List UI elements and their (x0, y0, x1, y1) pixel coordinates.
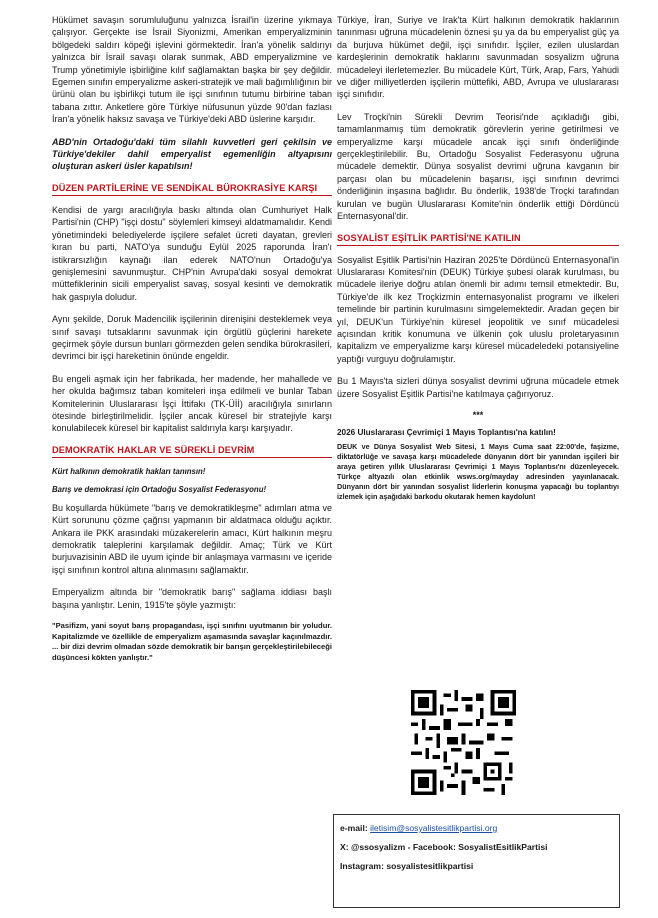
contact-box (333, 814, 620, 908)
paragraph: Türkiye, İran, Suriye ve Irak'ta Kürt halkının demokratik haklarının tanınması uğruna mücadelenin öznesi şu ya da bu emperyalist güç ya da burjuva hükümet değil, işçi sınıfıdır. İşçiler, ezilen uluslardan kardeşlerinin demokratik haklarını savunmadan sosyalizm uğruna mücadeleyi ilerletemezler. Bu mücadele Kürt, Türk, Arap, Fars, Yahudi ve diğer milliyetlerden işçilerin müttefiki, ABD, Avrupa ve uluslararası işçi sınıfıdır. (337, 15, 619, 100)
social-line: X: @ssosyalizm - Facebook: SosyalistEsitlikPartisi (340, 842, 548, 852)
email-link[interactable]: iletisim@sosyalistesitlikpartisi.org (370, 823, 498, 833)
lenin-quote: "Pasifizm, yani soyut barış propagandası, işçi sınıfını uyutmanın bir yoludur. Kapitalizmde ve özellikle de emperyalizm aşamasında savaşlar kaçınılmazdır. ... bir dizi devrim olmadan sözde demokratik bir barışın gerçekleştirilebileceği düşüncesi kökten yanlıştır." (52, 621, 332, 662)
slogan: Kürt halkının demokratik hakları tanınsın! (52, 466, 206, 476)
paragraph: Bu 1 Mayıs'ta sizleri dünya sosyalist devrimi uğruna mücadele etmek üzere Sosyalist Eşitlik Partisi'ne katılmaya çağırıyoruz. (337, 376, 619, 399)
email-line (340, 821, 613, 835)
paragraph: Bu koşullarda hükümete "barış ve demokratikleşme" adımları atma ve Kürt sorununu çözme çağrısı yapmanın bir aldatmaca olduğu açıktır. Ankara ile PKK arasındaki müzakerelerin amacı, Kürt halkının meşru demokratik taleplerini karşılamak değildir. Amaç; Türk ve Kürt burjuvazisinin ABD ile uyum içinde bir anlaşmaya varmasını ve içeride işçi sınıfının kontrol altına alınmasını sağlamaktır. (52, 502, 332, 575)
qr-code[interactable] (411, 690, 516, 795)
paragraph: Kendisi de yargı aracılığıyla baskı altında olan Cumhuriyet Halk Partisi'nin (CHP) "işçi dostu" söylemleri kimseyi aldatmamalıdır. Kendi yönetimindeki belediyelerde işçilere sefalet ücreti dayatan, grevleri kıran bu parti, NATO'ya sunduğu Eylül 2025 raporunda İran'ı istikrarsızlığın kaynağı ilan ederek NATO'nun Ortadoğu'ya genişlemesini savunmuştur. CHP'nin Avrupa'daki sosyal demokrat müttefiklerinin sicili emperyalist savaş, sosyal kesinti ve demokratik hak gaspıyla doludur. (52, 204, 332, 302)
meeting-text: DEUK ve Dünya Sosyalist Web Sitesi, 1 Mayıs Cuma saat 22:00'de, faşizme, diktatörlüğe ve savaşa karşı mücadelede dünyanın dört bir yanından işçileri bir araya getiren yıllık Uluslararası Çevrimiçi 1 Mayıs Toplantısı'nı düzenleyecek. Türkçe altyazılı olan etkinlik wsws.org/mayday adresinden yayınlanacak. Dünyanın dört bir yanından sosyalist liderlerin konuşma yapacağı bu toplantıyı izlemek için aşağıdaki barkodu okutarak hemen kaydolun! (337, 441, 619, 501)
paragraph: Emperyalizm altında bir "demokratik barış" sağlama iddiası başlı başına yanlıştır. Lenin, 1915'te şöyle yazmıştı: (52, 587, 332, 610)
paragraph: Sosyalist Eşitlik Partisi'nin Haziran 2025'te Dördüncü Enternasyonal'in Uluslararası Komitesi'nin (DEUK) Türkiye şubesi olarak kurulması, bu mücadele ileriye doğru atılan önemli bir adımı temsil etmektedir. Bu, Türkiye'de ilk kez Troçkizmin enternasyonalist programı ve ilkeleri temelinde bir partinin kurulmasını simgelemektedir. Aradan geçen bir yıl, DEUK'un Türkiye'nin küresel jeopolitik ve sınıf mücadelesi açısından kritik konumuna ve ülkenin çok uluslu proletaryasının kapitalizm ve emperyalizme karşı küresel mücadeledeki potansiyeline yaptığı vurguyu doğrulamıştır. (337, 254, 619, 364)
meeting-title: 2026 Uluslararası Çevrimiçi 1 Mayıs Toplantısı'na katılın! (337, 427, 556, 437)
slogan: Barış ve demokrasi için Ortadoğu Sosyalist Federasyonu! (52, 484, 267, 494)
section-heading: DEMOKRATİK HAKLAR VE SÜREKLİ DEVRİM (52, 445, 332, 458)
separator-stars: *** (472, 409, 484, 420)
section-heading: DÜZEN PARTİLERİNE VE SENDİKAL BÜROKRASİYE KARŞI (52, 183, 332, 196)
instagram-line: Instagram: sosyalistesitlikpartisi (340, 861, 474, 871)
demand-paragraph: ABD'nin Ortadoğu'daki tüm silahlı kuvvetleri geri çekilsin ve Türkiye'dekiler dahil emperyalist egemenliğin altyapısını oluşturan askeri üsler kapatılsın! (52, 136, 332, 172)
left-column (52, 14, 332, 673)
paragraph: Bu engeli aşmak için her fabrikada, her madende, her mahallede ve her okulda bağımsız taban komiteleri inşa edilmeli ve bunlar Taban Komitelerinin Uluslararası İşçi İttifakı (TK-Üİİ) aracılığıyla sınırların ötesinde birleştirilmelidir. İşçiler ancak küresel bir stratejiyle karşı konulabilecek küresel bir kapitalist saldırıyla karşı karşıyadır. (52, 373, 332, 434)
paragraph: Lev Troçki'nin Sürekli Devrim Teorisi'nde açıkladığı gibi, tamamlanmamış tüm demokratik görevlerin yerine getirilmesi ve emperyalizme karşı mücadele ancak işçi sınıfı önderliğinde gerçekleştirilebilir. Bu, Ortadoğu Sosyalist Federasyonu uğruna mücadele demektir. Dünya sosyalist devrimi uğruna kavganın bir parçası olan bu mücadelenin başarısı, işçi sınıfının devrimci önderliğinin inşasına bağlıdır. Bu önderlik, 1938'de Troçki tarafından kurulan ve bugün Uluslararası Komite'nin önderlik ettiği Dördüncü Enternasyonal'dir. (337, 111, 619, 222)
paragraph: Aynı şekilde, Doruk Madencilik işçilerinin direnişini desteklemek veya sınıf savaşı tutsaklarını savunmak için örgütlü güçlerini harekete geçirmek şöyle dursun bunları görmezden gelen sendika bürokrasileri, devrimci bir işçi hareketinin önünde engeldir. (52, 314, 332, 362)
paragraph: Hükümet savaşın sorumluluğunu yalnızca İsrail'in üzerine yıkmaya çalışıyor. Gerçekte ise İsrail Siyonizmi, Amerikan emperyalizminin bölgedeki saldırı köpeği işlevini görmektedir. İran'a yönelik saldırıyı yalnızca bir İsrail savaşı olarak sunmak, ABD emperyalizmine ve Trump yönetimiyle işbirliğine kılıf sağlamaktan başka bir şey değildir. Egemen sınıfın emperyalizme askeri-stratejik ve mali bağımlılığının bir ürünü olan bu işbirlikçi tutum ile işçi sınıfının tutumu birbirine taban tabana zıttır. Anketlere göre Türkiye nüfusunun yüzde 90'dan fazlası İran'a yönelik haksız savaşa ve Türkiye'deki ABD üslerine karşıdır. (52, 15, 332, 125)
email-label: e-mail: (340, 823, 368, 833)
section-heading: SOSYALİST EŞİTLİK PARTİSİ'NE KATILIN (337, 233, 619, 246)
right-column (337, 14, 619, 510)
